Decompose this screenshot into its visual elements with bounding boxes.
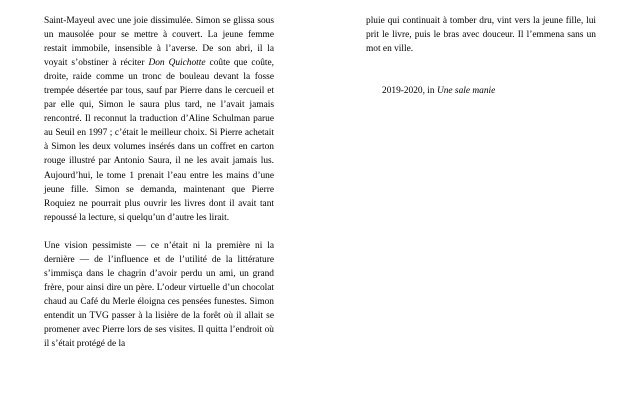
paragraph-1 <box>44 14 274 225</box>
paragraph-3 <box>366 14 596 56</box>
signature-line <box>366 84 596 98</box>
paragraph-1-run-1: Saint-Mayeul avec une joie dissimulée. Simon se glissa sous un mausolée pour se mettre à couvert. La jeune femme restait immobile, insensible à l’averse. De son abri, il la voyait s’obstiner à réciter <box>44 16 274 69</box>
paragraph-1-run-3: coûte que coûte, droite, raide comme un tronc de bouleau devant la fosse trempée désertée par tous, sauf par Pierre dans le cercueil et par elle qui, Simon le saura plus tard, ne l’avait jamais rencontré. Il reconnut la traduction d’Aline Schulman parue au Seuil en 1997 ; c’était le meilleur choix. Si Pierre achetait à Simon les deux volumes insérés dans un coffret en carton rouge illustré par Antonio Saura, il ne les avait jamais lus. Aujourd’hui, le tome 1 prenait l’eau entre les mains d’une jeune fille. Simon se demanda, maintenant que Pierre Roquiez ne pourrait plus ouvrir les livres dont il avait tant repoussé la lecture, si quelqu’un d’autre les lirait. <box>44 58 274 223</box>
paragraph-3-run-1: pluie qui continuait à tomber dru, vint vers la jeune fille, lui prit le livre, puis le bras avec douceur. Il l’emmena sans un mot en ville. <box>366 16 596 55</box>
signature-book-title: Une sale manie <box>436 86 496 97</box>
book-title-don-quichotte: Don Quichotte <box>148 58 206 69</box>
paragraph-2 <box>44 239 274 351</box>
text-column-right <box>320 0 640 406</box>
paragraph-2-run-1: Une vision pessimiste — ce n’était ni la première ni la dernière — de l’influence et de l’utilité de la littérature s’immisça dans le chagrin d’avoir perdu un ami, un grand frère, pour ainsi dire un père. L’odeur virtuelle d’un chocolat chaud au Café du Merle éloigna ces pensées funestes. Simon entendit un TVG passer à la lisière de la forêt où il allait se promener avec Pierre lors de ses visites. Il quitta l’endroit où il s’était protégé de la <box>44 240 274 350</box>
signature-date: 2019-2020, in <box>382 86 437 97</box>
